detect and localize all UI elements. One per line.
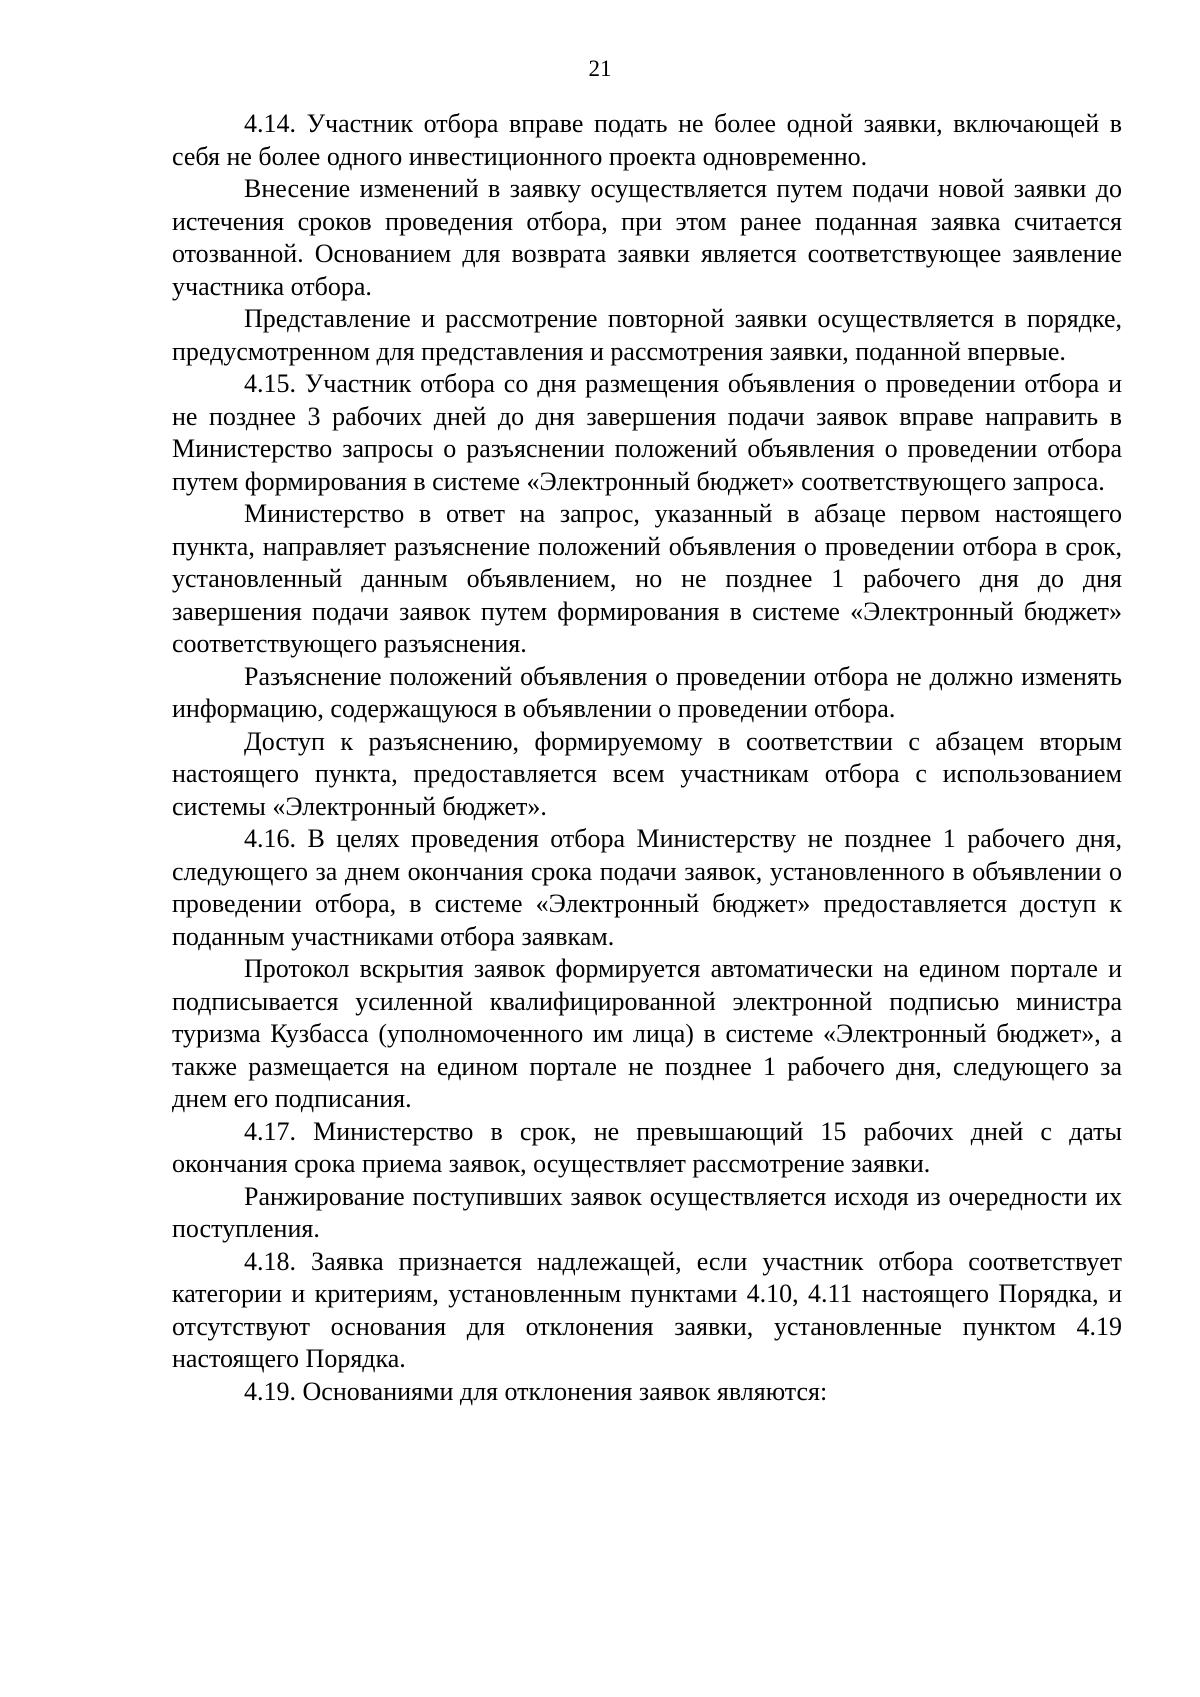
paragraph-4-14: 4.14. Участник отбора вправе подать не более одной заявки, включающей в себя не более одного инвестиционного проекта одновременно. bbox=[172, 109, 1122, 171]
paragraph-opening-protocol: Протокол вскрытия заявок формируется автоматически на едином портале и подписывается усиленной квалифицированной электронной подписью министра туризма Кузбасса (уполномоченного им лица) в системе «Электронный бюджет», а также размещается на едином портале не позднее 1 рабочего дня, следующего за днем его подписания. bbox=[172, 954, 1122, 1113]
paragraph-clarification-access: Доступ к разъяснению, формируемому в соответствии с абзацем вторым настоящего пункта, предоставляется всем участникам отбора с использованием системы «Электронный бюджет». bbox=[172, 726, 1122, 821]
paragraph-4-19: 4.19. Основаниями для отклонения заявок являются: bbox=[244, 1376, 828, 1406]
paragraph-amendments: Внесение изменений в заявку осуществляется путем подачи новой заявки до истечения сроков проведения отбора, при этом ранее поданная заявка считается отозванной. Основанием для возврата заявки является соответствующее заявление участника отбора. bbox=[172, 174, 1122, 301]
paragraph-ranking: Ранжирование поступивших заявок осуществляется исходя из очередности их поступления. bbox=[172, 1181, 1122, 1243]
paragraph-repeat-application: Представление и рассмотрение повторной заявки осуществляется в порядке, предусмотренном для представления и рассмотрения заявки, поданной впервые. bbox=[172, 304, 1122, 366]
document-body bbox=[172, 108, 1122, 1408]
paragraph-clarification-limits: Разъяснение положений объявления о проведении отбора не должно изменять информацию, содержащуюся в объявлении о проведении отбора. bbox=[172, 661, 1122, 723]
paragraph-4-18: 4.18. Заявка признается надлежащей, если участник отбора соответствует категории и критериям, установленным пунктами 4.10, 4.11 настоящего Порядка, и отсутствуют основания для отклонения заявки, установленные пунктом 4.19 настоящего Порядка. bbox=[172, 1246, 1122, 1373]
paragraph-4-17: 4.17. Министерство в срок, не превышающий 15 рабочих дней с даты окончания срока приема заявок, осуществляет рассмотрение заявки. bbox=[172, 1116, 1122, 1178]
paragraph-ministry-response: Министерство в ответ на запрос, указанный в абзаце первом настоящего пункта, направляет разъяснение положений объявления о проведении отбора в срок, установленный данным объявлением, но не позднее 1 рабочего дня до дня завершения подачи заявок путем формирования в системе «Электронный бюджет» соответствующего разъяснения. bbox=[172, 499, 1122, 658]
page-number: 21 bbox=[588, 56, 612, 81]
paragraph-4-15: 4.15. Участник отбора со дня размещения объявления о проведении отбора и не позднее 3 рабочих дней до дня завершения подачи заявок вправе направить в Министерство запросы о разъяснении положений объявления о проведении отбора путем формирования в системе «Электронный бюджет» соответствующего запроса. bbox=[172, 369, 1122, 496]
paragraph-4-16: 4.16. В целях проведения отбора Министерству не позднее 1 рабочего дня, следующего за днем окончания срока подачи заявок, установленного в объявлении о проведении отбора, в системе «Электронный бюджет» предоставляется доступ к поданным участниками отбора заявкам. bbox=[172, 824, 1122, 951]
